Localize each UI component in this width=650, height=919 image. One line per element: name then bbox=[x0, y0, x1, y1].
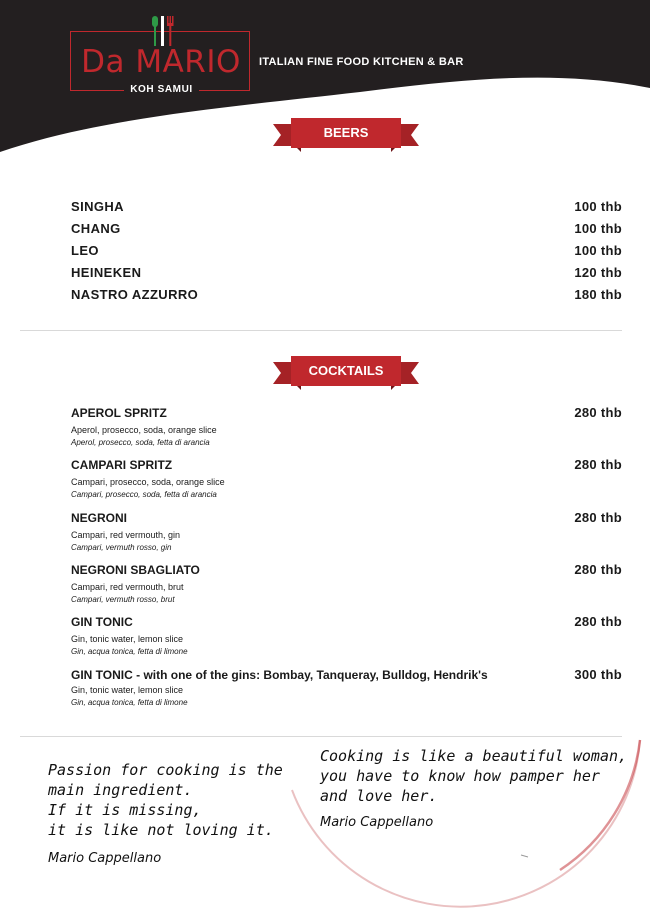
quote-line: main ingredient. bbox=[48, 781, 193, 799]
beer-price: 120 thb bbox=[574, 265, 622, 280]
cocktails-heading: COCKTAILS bbox=[308, 363, 384, 378]
list-item bbox=[71, 199, 622, 219]
beer-name: SINGHA bbox=[71, 199, 124, 214]
cocktail-name: APEROL SPRITZ bbox=[71, 406, 167, 420]
cocktail-description-en: Campari, red vermouth, brut bbox=[71, 582, 184, 592]
beer-price: 180 thb bbox=[574, 287, 622, 302]
cocktail-price: 300 thb bbox=[574, 667, 622, 682]
quote-left bbox=[48, 760, 283, 840]
section-divider bbox=[20, 330, 622, 331]
cocktail-price: 280 thb bbox=[574, 510, 622, 525]
cocktail-description-en: Campari, red vermouth, gin bbox=[71, 530, 181, 540]
quote-left-author: Mario Cappellano bbox=[48, 851, 162, 866]
cocktail-description-en: Gin, tonic water, lemon slice bbox=[71, 685, 184, 695]
cocktail-name: CAMPARI SPRITZ bbox=[71, 458, 173, 472]
cocktail-price: 280 thb bbox=[574, 562, 622, 577]
cocktail-description-it: Gin, acqua tonica, fetta di limone bbox=[71, 698, 188, 707]
fork-knife-icon bbox=[150, 16, 176, 46]
cocktail-name: GIN TONIC - with one of the gins: Bombay, Tanqueray, Bulldog, Hendrik's bbox=[71, 668, 488, 682]
beer-name: HEINEKEN bbox=[71, 265, 142, 280]
beers-heading: BEERS bbox=[323, 125, 369, 140]
brand-location: KOH SAMUI bbox=[0, 83, 323, 97]
cocktail-description-it: Aperol, prosecco, soda, fetta di arancia bbox=[71, 438, 210, 447]
cocktail-description-it: Campari, vermuth rosso, brut bbox=[71, 595, 175, 604]
quote-line: If it is missing, bbox=[48, 801, 202, 819]
cocktail-description-it: Gin, acqua tonica, fetta di limone bbox=[71, 647, 188, 656]
cocktail-name: NEGRONI SBAGLIATO bbox=[71, 563, 200, 577]
quote-line: and love her. bbox=[320, 787, 438, 805]
cocktails-heading-ribbon bbox=[273, 356, 419, 392]
cocktail-price: 280 thb bbox=[574, 614, 622, 629]
brand-tagline: ITALIAN FINE FOOD KITCHEN & BAR bbox=[259, 56, 464, 68]
brand-name: Da MARIO bbox=[81, 44, 241, 80]
list-item bbox=[71, 221, 622, 241]
cocktail-description-en: Aperol, prosecco, soda, orange slice bbox=[71, 425, 217, 435]
cocktail-description-it: Campari, vermuth rosso, gin bbox=[71, 543, 172, 552]
quote-line: you have to know how pamper her bbox=[320, 767, 600, 785]
quote-line: Passion for cooking is the bbox=[48, 761, 283, 779]
cocktail-price: 280 thb bbox=[574, 405, 622, 420]
quote-line: it is like not loving it. bbox=[48, 821, 274, 839]
beer-name: CHANG bbox=[71, 221, 121, 236]
list-item bbox=[71, 265, 622, 285]
quote-line: Cooking is like a beautiful woman, bbox=[320, 747, 628, 765]
section-divider bbox=[20, 736, 622, 737]
cocktail-description-en: Gin, tonic water, lemon slice bbox=[71, 634, 184, 644]
beer-price: 100 thb bbox=[574, 243, 622, 258]
list-item bbox=[71, 243, 622, 263]
cocktail-name: GIN TONIC bbox=[71, 615, 133, 629]
cocktail-description-en: Campari, prosecco, soda, orange slice bbox=[71, 477, 225, 487]
quote-right-author: Mario Cappellano bbox=[320, 815, 434, 830]
list-item bbox=[71, 287, 622, 307]
beer-price: 100 thb bbox=[574, 221, 622, 236]
quote-right bbox=[320, 746, 627, 806]
cocktail-price: 280 thb bbox=[574, 457, 622, 472]
beer-price: 100 thb bbox=[574, 199, 622, 214]
beers-heading-ribbon bbox=[273, 118, 419, 154]
beer-name: LEO bbox=[71, 243, 99, 258]
cocktail-description-it: Campari, prosecco, soda, fetta di arancia bbox=[71, 490, 217, 499]
beer-name: NASTRO AZZURRO bbox=[71, 287, 199, 302]
cocktail-name: NEGRONI bbox=[71, 511, 128, 525]
